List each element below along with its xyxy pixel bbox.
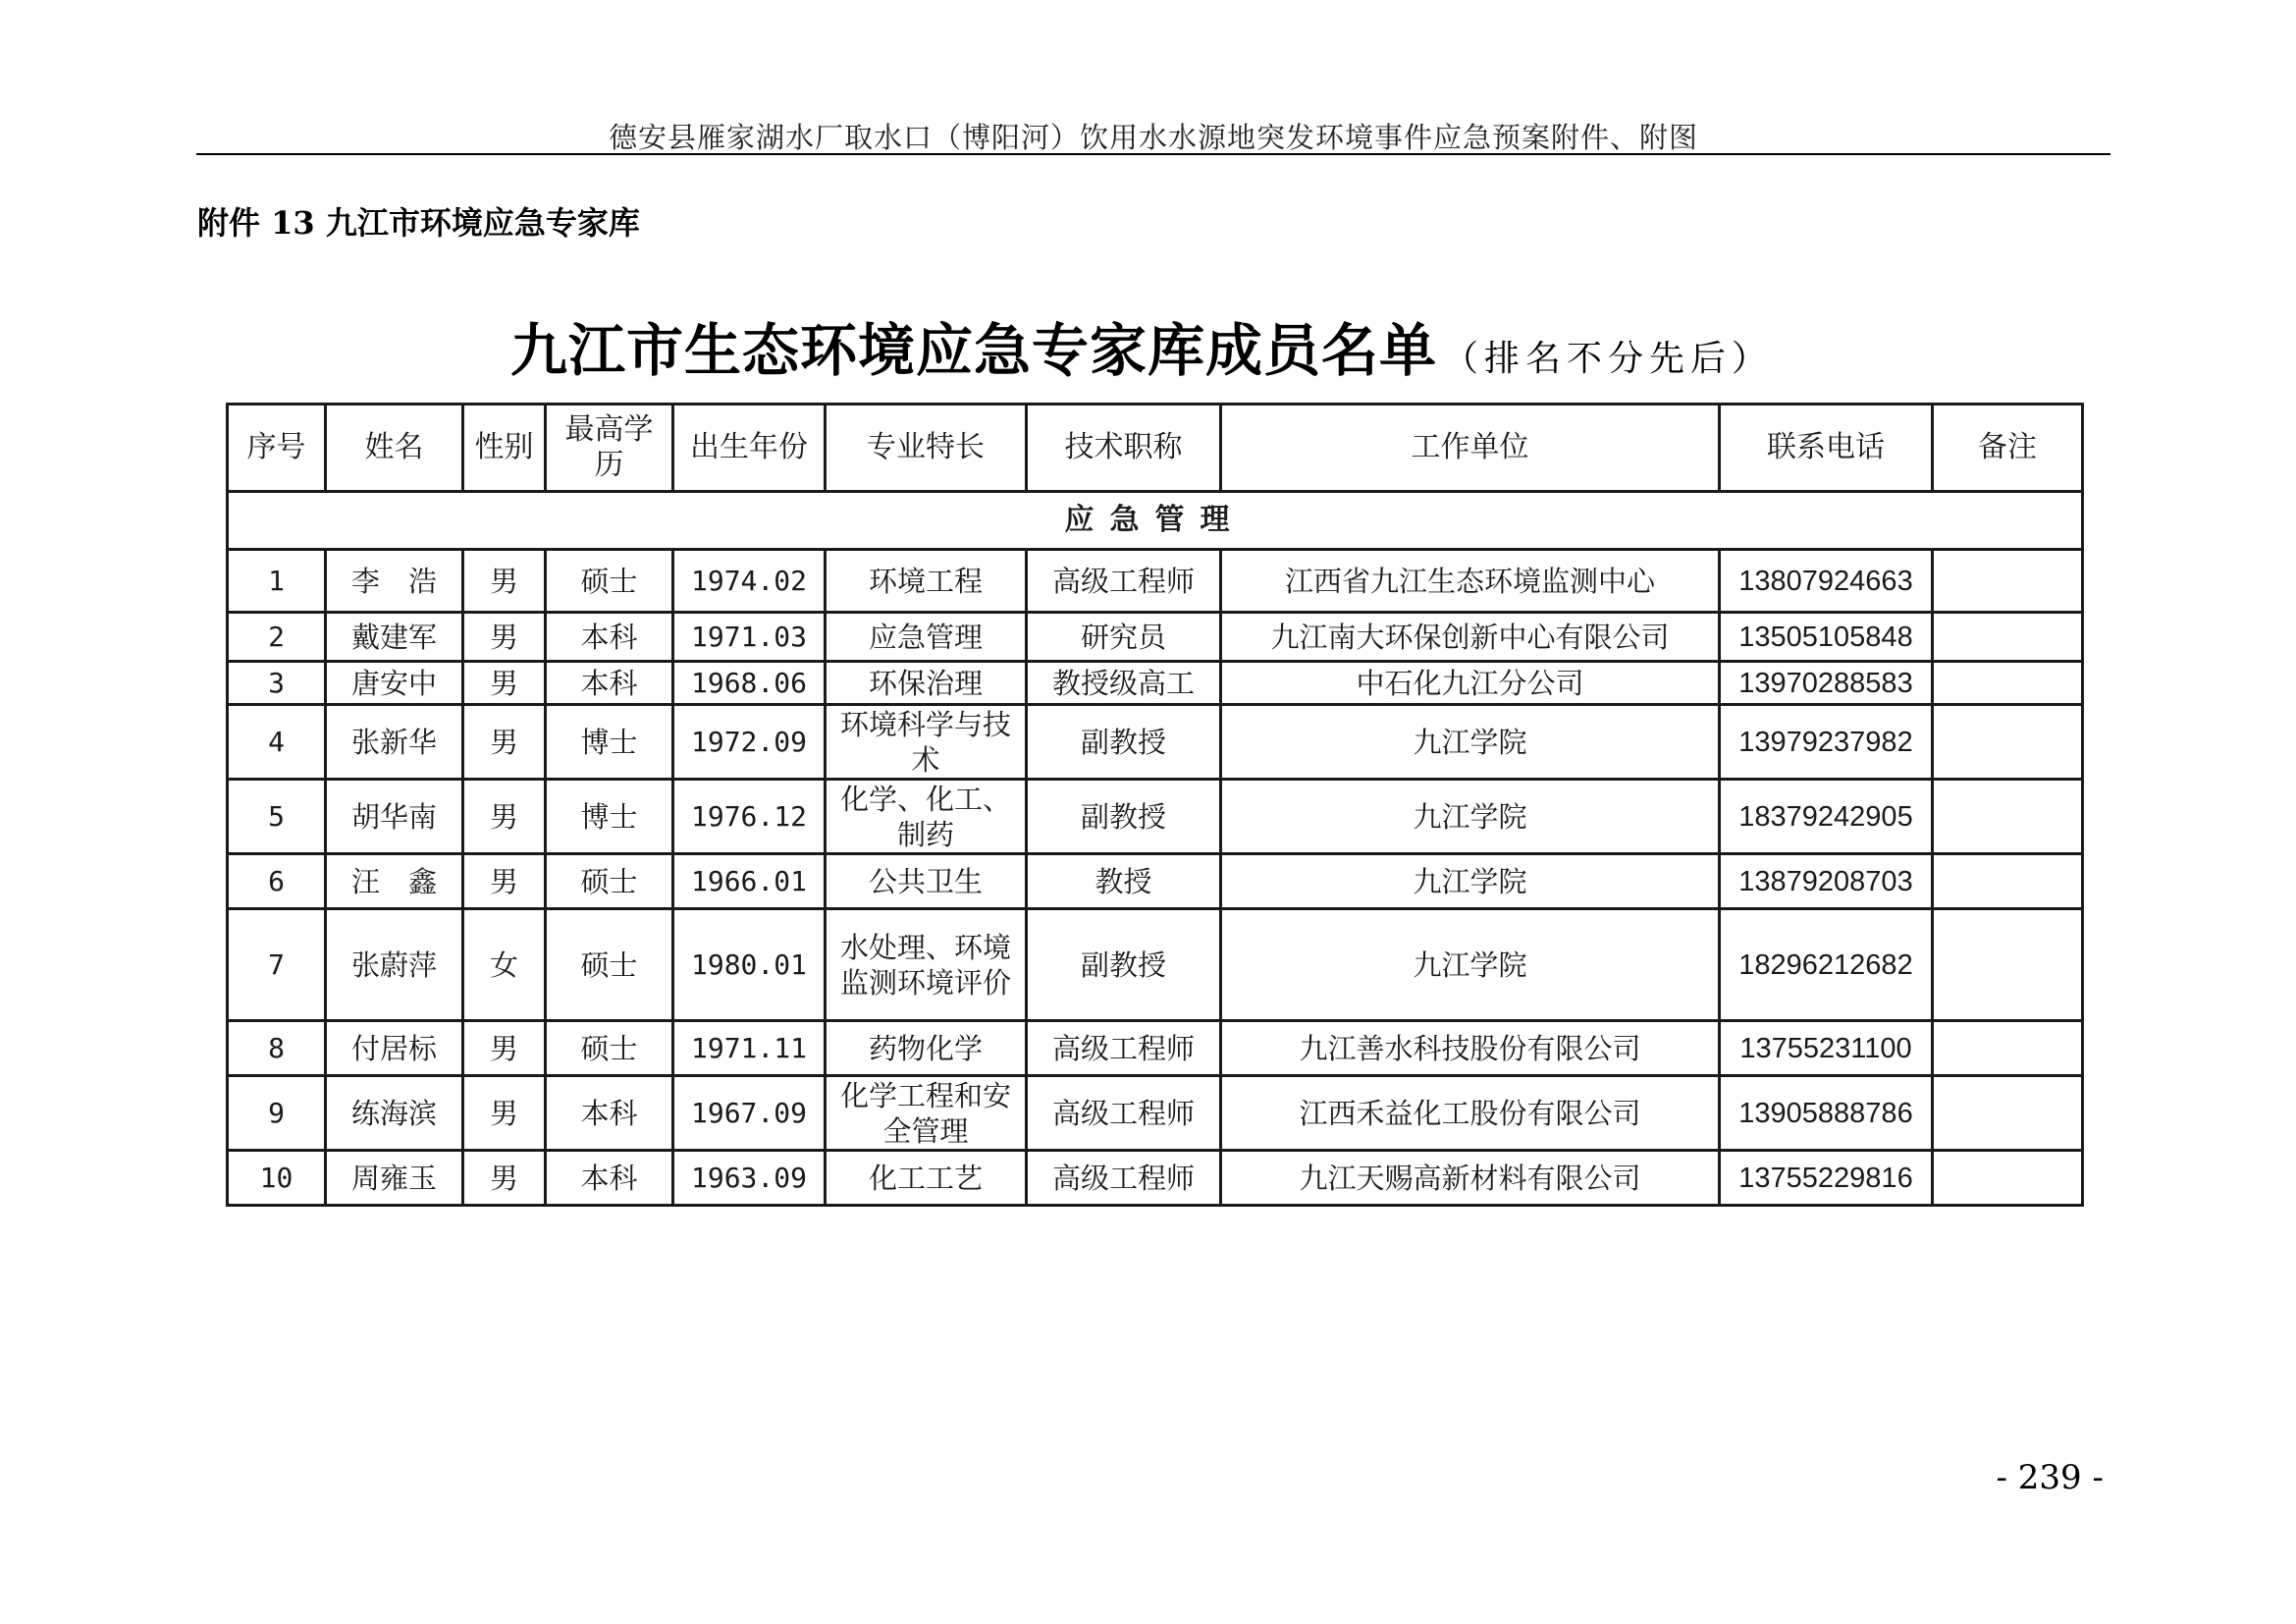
cell-specialty: 环境工程 (826, 550, 1027, 613)
cell-birth: 1971.11 (673, 1021, 826, 1076)
cell-name: 李 浩 (326, 550, 463, 613)
cell-phone: 13879208703 (1720, 854, 1933, 909)
table-row (228, 613, 2083, 662)
cell-phone: 13905888786 (1720, 1076, 1933, 1151)
cell-degree: 硕士 (546, 909, 673, 1021)
header-no: 序号 (228, 405, 326, 492)
cell-title: 高级工程师 (1027, 1021, 1221, 1076)
cell-employer: 江西省九江生态环境监测中心 (1221, 550, 1720, 613)
cell-phone: 13807924663 (1720, 550, 1933, 613)
cell-remark (1933, 909, 2083, 1021)
cell-name: 周雍玉 (326, 1151, 463, 1206)
table-body (228, 492, 2083, 1206)
table-row (228, 662, 2083, 705)
cell-employer: 中石化九江分公司 (1221, 662, 1720, 705)
cell-remark (1933, 1151, 2083, 1206)
attachment-title: 附件 13 九江市环境应急专家库 (197, 204, 640, 242)
cell-specialty: 水处理、环境监测环境评价 (826, 909, 1027, 1021)
cell-name: 胡华南 (326, 780, 463, 854)
cell-no: 5 (228, 780, 326, 854)
cell-birth: 1974.02 (673, 550, 826, 613)
cell-birth: 1963.09 (673, 1151, 826, 1206)
cell-no: 1 (228, 550, 326, 613)
cell-gender: 女 (463, 909, 546, 1021)
cell-birth: 1976.12 (673, 780, 826, 854)
cell-remark (1933, 1076, 2083, 1151)
cell-phone: 13755231100 (1720, 1021, 1933, 1076)
cell-title: 副教授 (1027, 705, 1221, 780)
cell-remark (1933, 1021, 2083, 1076)
cell-name: 练海滨 (326, 1076, 463, 1151)
cell-birth: 1968.06 (673, 662, 826, 705)
header-gender: 性别 (463, 405, 546, 492)
cell-phone: 13755229816 (1720, 1151, 1933, 1206)
cell-birth: 1980.01 (673, 909, 826, 1021)
cell-phone: 18296212682 (1720, 909, 1933, 1021)
cell-gender: 男 (463, 705, 546, 780)
cell-name: 唐安中 (326, 662, 463, 705)
cell-remark (1933, 705, 2083, 780)
header-title: 技术职称 (1027, 405, 1221, 492)
table-title-subtitle: （排名不分先后） (1443, 339, 1774, 379)
table-title (510, 304, 1773, 387)
table-header-row (228, 405, 2083, 492)
cell-gender: 男 (463, 1021, 546, 1076)
cell-title: 副教授 (1027, 780, 1221, 854)
cell-title: 教授级高工 (1027, 662, 1221, 705)
table-row (228, 1076, 2083, 1151)
header-degree: 最高学历 (546, 405, 673, 492)
cell-phone: 18379242905 (1720, 780, 1933, 854)
cell-title: 教授 (1027, 854, 1221, 909)
cell-employer: 九江学院 (1221, 705, 1720, 780)
cell-gender: 男 (463, 1151, 546, 1206)
cell-no: 9 (228, 1076, 326, 1151)
cell-remark (1933, 662, 2083, 705)
cell-degree: 本科 (546, 1076, 673, 1151)
cell-degree: 本科 (546, 613, 673, 662)
header-phone: 联系电话 (1720, 405, 1933, 492)
cell-employer: 九江学院 (1221, 854, 1720, 909)
section-label: 应急管理 (228, 492, 2083, 550)
cell-employer: 九江学院 (1221, 780, 1720, 854)
cell-remark (1933, 780, 2083, 854)
cell-degree: 博士 (546, 780, 673, 854)
expert-roster-table (226, 403, 2084, 1207)
table-row (228, 550, 2083, 613)
cell-birth: 1971.03 (673, 613, 826, 662)
cell-specialty: 化工工艺 (826, 1151, 1027, 1206)
cell-specialty: 应急管理 (826, 613, 1027, 662)
cell-name: 戴建军 (326, 613, 463, 662)
cell-employer: 九江南大环保创新中心有限公司 (1221, 613, 1720, 662)
cell-specialty: 药物化学 (826, 1021, 1027, 1076)
cell-no: 2 (228, 613, 326, 662)
header-name: 姓名 (326, 405, 463, 492)
cell-remark (1933, 613, 2083, 662)
cell-title: 副教授 (1027, 909, 1221, 1021)
table-row (228, 780, 2083, 854)
header-rule (196, 153, 2110, 155)
table-row (228, 909, 2083, 1021)
cell-specialty: 化学、化工、制药 (826, 780, 1027, 854)
cell-employer: 江西禾益化工股份有限公司 (1221, 1076, 1720, 1151)
cell-phone: 13970288583 (1720, 662, 1933, 705)
cell-birth: 1967.09 (673, 1076, 826, 1151)
cell-specialty: 环境科学与技术 (826, 705, 1027, 780)
cell-name: 张新华 (326, 705, 463, 780)
cell-title: 高级工程师 (1027, 1151, 1221, 1206)
cell-name: 张蔚萍 (326, 909, 463, 1021)
cell-degree: 硕士 (546, 854, 673, 909)
cell-degree: 博士 (546, 705, 673, 780)
header-birth: 出生年份 (673, 405, 826, 492)
table-row (228, 705, 2083, 780)
cell-no: 7 (228, 909, 326, 1021)
cell-gender: 男 (463, 550, 546, 613)
cell-no: 4 (228, 705, 326, 780)
cell-gender: 男 (463, 1076, 546, 1151)
cell-specialty: 公共卫生 (826, 854, 1027, 909)
section-row (228, 492, 2083, 550)
page-number: - 239 - (1996, 1458, 2104, 1497)
cell-employer: 九江善水科技股份有限公司 (1221, 1021, 1720, 1076)
header-employer: 工作单位 (1221, 405, 1720, 492)
cell-specialty: 环保治理 (826, 662, 1027, 705)
cell-gender: 男 (463, 854, 546, 909)
cell-degree: 硕士 (546, 550, 673, 613)
table-row (228, 1021, 2083, 1076)
header-specialty: 专业特长 (826, 405, 1027, 492)
table-title-main: 九江市生态环境应急专家库成员名单 (510, 317, 1438, 384)
cell-title: 研究员 (1027, 613, 1221, 662)
cell-specialty: 化学工程和安全管理 (826, 1076, 1027, 1151)
cell-degree: 本科 (546, 1151, 673, 1206)
cell-title: 高级工程师 (1027, 1076, 1221, 1151)
cell-no: 6 (228, 854, 326, 909)
cell-degree: 硕士 (546, 1021, 673, 1076)
cell-birth: 1972.09 (673, 705, 826, 780)
cell-gender: 男 (463, 613, 546, 662)
cell-birth: 1966.01 (673, 854, 826, 909)
cell-no: 10 (228, 1151, 326, 1206)
cell-phone: 13505105848 (1720, 613, 1933, 662)
cell-name: 汪 鑫 (326, 854, 463, 909)
cell-degree: 本科 (546, 662, 673, 705)
cell-title: 高级工程师 (1027, 550, 1221, 613)
cell-remark (1933, 854, 2083, 909)
running-header: 德安县雁家湖水厂取水口（博阳河）饮用水水源地突发环境事件应急预案附件、附图 (608, 121, 1698, 154)
cell-no: 8 (228, 1021, 326, 1076)
header-remark: 备注 (1933, 405, 2083, 492)
table-row (228, 854, 2083, 909)
cell-no: 3 (228, 662, 326, 705)
cell-phone: 13979237982 (1720, 705, 1933, 780)
table-row (228, 1151, 2083, 1206)
cell-remark (1933, 550, 2083, 613)
cell-gender: 男 (463, 662, 546, 705)
cell-employer: 九江学院 (1221, 909, 1720, 1021)
cell-name: 付居标 (326, 1021, 463, 1076)
cell-employer: 九江天赐高新材料有限公司 (1221, 1151, 1720, 1206)
cell-gender: 男 (463, 780, 546, 854)
